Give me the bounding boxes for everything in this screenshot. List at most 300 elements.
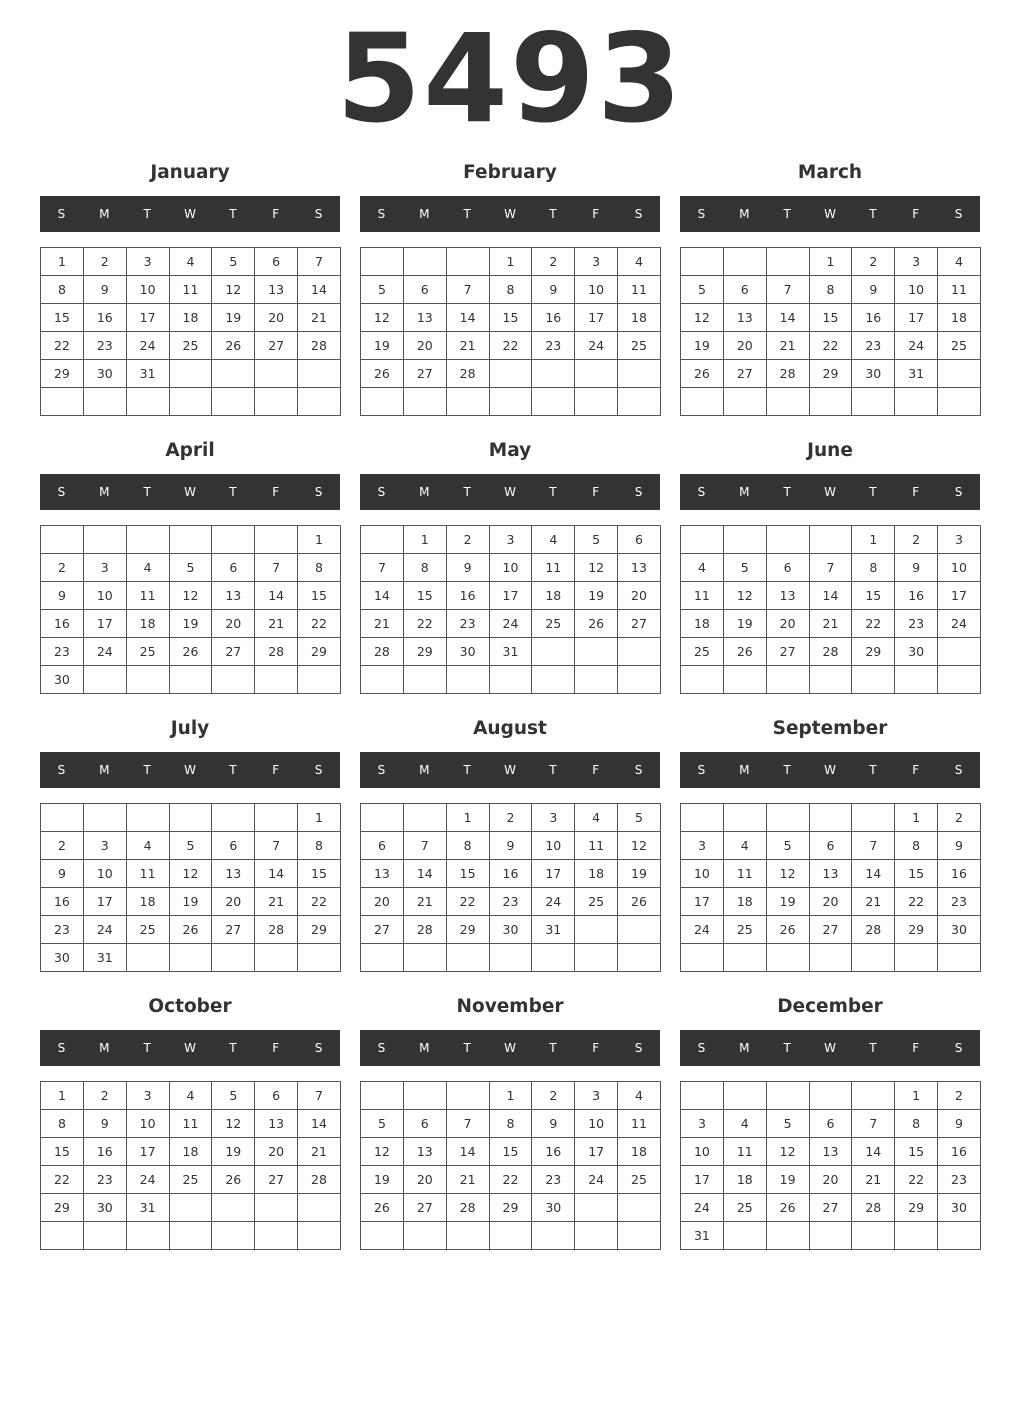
empty-day-cell: [361, 1082, 404, 1110]
day-cell: 30: [41, 944, 84, 972]
day-cell: 27: [255, 1166, 298, 1194]
day-cell: 11: [618, 1110, 661, 1138]
empty-day-cell: [618, 388, 661, 416]
weekday-label: W: [184, 1041, 196, 1055]
weekday-label: M: [419, 763, 430, 777]
day-cell: 3: [127, 1082, 170, 1110]
day-cell: 9: [41, 582, 84, 610]
month-name: January: [150, 162, 230, 183]
day-cell: 13: [255, 276, 298, 304]
empty-day-cell: [852, 1222, 895, 1250]
empty-day-cell: [255, 388, 298, 416]
day-cell: 27: [810, 1194, 853, 1222]
day-cell: 11: [938, 276, 981, 304]
day-cell: 16: [532, 304, 575, 332]
empty-day-cell: [532, 638, 575, 666]
day-cell: 26: [170, 638, 213, 666]
day-cell: 2: [41, 832, 84, 860]
day-cell: 16: [895, 582, 938, 610]
day-cell: 26: [575, 610, 618, 638]
weekday-label: W: [184, 207, 196, 221]
empty-day-cell: [681, 388, 724, 416]
empty-day-cell: [767, 1222, 810, 1250]
empty-day-cell: [724, 666, 767, 694]
day-cell: 3: [681, 1110, 724, 1138]
empty-day-cell: [767, 388, 810, 416]
empty-day-cell: [767, 804, 810, 832]
day-grid: [360, 525, 661, 694]
day-cell: 13: [767, 582, 810, 610]
day-cell: 7: [255, 554, 298, 582]
day-cell: 25: [575, 888, 618, 916]
day-cell: 18: [618, 304, 661, 332]
day-cell: 7: [404, 832, 447, 860]
empty-day-cell: [84, 388, 127, 416]
day-cell: 28: [255, 638, 298, 666]
day-cell: 1: [41, 1082, 84, 1110]
day-cell: 30: [532, 1194, 575, 1222]
day-cell: 22: [852, 610, 895, 638]
weekday-label: S: [377, 763, 386, 777]
empty-day-cell: [490, 360, 533, 388]
day-cell: 25: [724, 916, 767, 944]
weekday-label: S: [954, 207, 963, 221]
day-cell: 2: [938, 804, 981, 832]
empty-day-cell: [41, 388, 84, 416]
empty-day-cell: [84, 1222, 127, 1250]
day-cell: 13: [212, 582, 255, 610]
empty-day-cell: [895, 944, 938, 972]
day-cell: 16: [938, 1138, 981, 1166]
day-cell: 16: [84, 1138, 127, 1166]
empty-day-cell: [767, 526, 810, 554]
day-cell: 20: [212, 610, 255, 638]
day-cell: 10: [575, 276, 618, 304]
weekday-label: S: [377, 207, 386, 221]
empty-day-cell: [361, 666, 404, 694]
day-cell: 14: [447, 304, 490, 332]
day-cell: 17: [895, 304, 938, 332]
day-cell: 17: [127, 304, 170, 332]
empty-day-cell: [767, 944, 810, 972]
empty-day-cell: [575, 916, 618, 944]
day-cell: 15: [298, 860, 341, 888]
empty-day-cell: [810, 804, 853, 832]
empty-day-cell: [681, 1082, 724, 1110]
day-cell: 27: [404, 1194, 447, 1222]
empty-day-cell: [532, 360, 575, 388]
day-cell: 20: [404, 1166, 447, 1194]
day-cell: 20: [404, 332, 447, 360]
day-cell: 22: [298, 610, 341, 638]
day-cell: 27: [724, 360, 767, 388]
empty-day-cell: [575, 360, 618, 388]
day-cell: 14: [404, 860, 447, 888]
empty-day-cell: [532, 944, 575, 972]
day-cell: 24: [127, 1166, 170, 1194]
day-cell: 7: [361, 554, 404, 582]
day-cell: 2: [532, 1082, 575, 1110]
day-cell: 17: [575, 304, 618, 332]
empty-day-cell: [490, 388, 533, 416]
empty-day-cell: [575, 944, 618, 972]
day-cell: 8: [298, 554, 341, 582]
day-cell: 4: [575, 804, 618, 832]
weekday-label: T: [463, 1041, 471, 1055]
day-cell: 30: [852, 360, 895, 388]
day-cell: 13: [810, 860, 853, 888]
day-cell: 31: [84, 944, 127, 972]
weekday-label: T: [783, 207, 791, 221]
weekday-label: T: [869, 763, 877, 777]
weekday-label: T: [549, 207, 557, 221]
day-cell: 3: [895, 248, 938, 276]
day-cell: 4: [127, 554, 170, 582]
day-cell: 31: [490, 638, 533, 666]
day-cell: 4: [170, 248, 213, 276]
empty-day-cell: [575, 388, 618, 416]
empty-day-cell: [404, 248, 447, 276]
day-cell: 20: [361, 888, 404, 916]
day-cell: 11: [575, 832, 618, 860]
weekday-header: [40, 196, 340, 232]
day-cell: 4: [170, 1082, 213, 1110]
day-cell: 2: [490, 804, 533, 832]
day-cell: 29: [404, 638, 447, 666]
day-cell: 5: [767, 1110, 810, 1138]
day-cell: 7: [255, 832, 298, 860]
empty-day-cell: [404, 1082, 447, 1110]
day-cell: 9: [938, 1110, 981, 1138]
weekday-header: [360, 196, 660, 232]
day-cell: 10: [575, 1110, 618, 1138]
day-cell: 20: [810, 1166, 853, 1194]
day-cell: 8: [41, 276, 84, 304]
day-cell: 31: [532, 916, 575, 944]
day-cell: 12: [681, 304, 724, 332]
day-cell: 17: [532, 860, 575, 888]
day-cell: 4: [724, 1110, 767, 1138]
weekday-label: F: [272, 763, 280, 777]
day-cell: 9: [84, 276, 127, 304]
day-cell: 12: [361, 304, 404, 332]
day-cell: 23: [41, 638, 84, 666]
weekday-label: M: [419, 485, 430, 499]
day-cell: 29: [490, 1194, 533, 1222]
day-cell: 6: [724, 276, 767, 304]
weekday-label: T: [549, 763, 557, 777]
day-cell: 12: [212, 276, 255, 304]
weekday-label: S: [634, 763, 643, 777]
day-cell: 27: [212, 638, 255, 666]
day-cell: 6: [810, 832, 853, 860]
day-cell: 24: [532, 888, 575, 916]
day-cell: 24: [127, 332, 170, 360]
weekday-label: W: [824, 485, 836, 499]
empty-day-cell: [490, 666, 533, 694]
empty-day-cell: [41, 526, 84, 554]
weekday-label: F: [272, 485, 280, 499]
empty-day-cell: [255, 666, 298, 694]
day-cell: 25: [127, 638, 170, 666]
weekday-label: F: [592, 485, 600, 499]
day-cell: 19: [212, 1138, 255, 1166]
day-cell: 30: [938, 916, 981, 944]
day-cell: 8: [41, 1110, 84, 1138]
day-grid: [680, 247, 981, 416]
weekday-label: F: [272, 1041, 280, 1055]
month-name: March: [797, 162, 863, 183]
weekday-header: [40, 1030, 340, 1066]
day-cell: 26: [681, 360, 724, 388]
empty-day-cell: [41, 1222, 84, 1250]
day-cell: 21: [810, 610, 853, 638]
day-cell: 15: [895, 860, 938, 888]
day-cell: 11: [127, 860, 170, 888]
empty-day-cell: [212, 666, 255, 694]
weekday-label: T: [869, 1041, 877, 1055]
day-cell: 1: [298, 526, 341, 554]
weekday-label: S: [954, 1041, 963, 1055]
day-cell: 21: [447, 1166, 490, 1194]
day-cell: 28: [447, 1194, 490, 1222]
empty-day-cell: [532, 666, 575, 694]
empty-day-cell: [575, 1222, 618, 1250]
day-cell: 25: [938, 332, 981, 360]
empty-day-cell: [938, 1222, 981, 1250]
day-cell: 1: [852, 526, 895, 554]
day-cell: 3: [490, 526, 533, 554]
day-grid: [360, 1081, 661, 1250]
day-cell: 25: [618, 1166, 661, 1194]
month-name: December: [777, 996, 883, 1017]
empty-day-cell: [767, 248, 810, 276]
empty-day-cell: [767, 1082, 810, 1110]
day-cell: 28: [255, 916, 298, 944]
day-cell: 17: [84, 610, 127, 638]
day-cell: 9: [447, 554, 490, 582]
day-cell: 12: [724, 582, 767, 610]
empty-day-cell: [852, 666, 895, 694]
weekday-label: T: [549, 1041, 557, 1055]
day-cell: 21: [404, 888, 447, 916]
day-cell: 15: [895, 1138, 938, 1166]
day-cell: 18: [127, 888, 170, 916]
empty-day-cell: [767, 666, 810, 694]
day-cell: 24: [575, 1166, 618, 1194]
day-cell: 14: [255, 860, 298, 888]
weekday-header: [680, 1030, 980, 1066]
empty-day-cell: [447, 1082, 490, 1110]
empty-day-cell: [618, 360, 661, 388]
empty-day-cell: [532, 1222, 575, 1250]
day-grid: [40, 247, 341, 416]
day-cell: 17: [681, 888, 724, 916]
day-cell: 23: [532, 1166, 575, 1194]
empty-day-cell: [361, 944, 404, 972]
day-cell: 27: [212, 916, 255, 944]
day-cell: 22: [41, 1166, 84, 1194]
day-cell: 10: [681, 860, 724, 888]
day-cell: 25: [170, 332, 213, 360]
day-grid: [40, 1081, 341, 1250]
day-cell: 29: [810, 360, 853, 388]
day-cell: 10: [127, 276, 170, 304]
empty-day-cell: [681, 666, 724, 694]
day-cell: 19: [767, 888, 810, 916]
day-cell: 9: [895, 554, 938, 582]
day-cell: 3: [575, 248, 618, 276]
day-cell: 7: [852, 1110, 895, 1138]
empty-day-cell: [447, 944, 490, 972]
day-cell: 26: [361, 1194, 404, 1222]
day-cell: 13: [404, 304, 447, 332]
day-cell: 1: [404, 526, 447, 554]
day-cell: 18: [127, 610, 170, 638]
day-cell: 12: [212, 1110, 255, 1138]
weekday-label: S: [314, 485, 323, 499]
day-cell: 19: [361, 1166, 404, 1194]
day-cell: 2: [41, 554, 84, 582]
empty-day-cell: [84, 804, 127, 832]
weekday-label: T: [783, 1041, 791, 1055]
day-cell: 16: [532, 1138, 575, 1166]
empty-day-cell: [255, 526, 298, 554]
day-cell: 11: [170, 1110, 213, 1138]
day-cell: 7: [447, 1110, 490, 1138]
weekday-label: T: [229, 1041, 237, 1055]
day-cell: 9: [532, 1110, 575, 1138]
empty-day-cell: [724, 526, 767, 554]
day-cell: 13: [212, 860, 255, 888]
day-cell: 21: [852, 888, 895, 916]
empty-day-cell: [810, 944, 853, 972]
day-cell: 30: [895, 638, 938, 666]
weekday-label: F: [592, 1041, 600, 1055]
day-cell: 19: [724, 610, 767, 638]
day-cell: 9: [41, 860, 84, 888]
day-cell: 17: [84, 888, 127, 916]
empty-day-cell: [724, 388, 767, 416]
day-cell: 30: [84, 1194, 127, 1222]
day-cell: 14: [810, 582, 853, 610]
day-cell: 7: [767, 276, 810, 304]
day-cell: 6: [255, 1082, 298, 1110]
day-cell: 21: [447, 332, 490, 360]
day-cell: 4: [681, 554, 724, 582]
day-cell: 10: [681, 1138, 724, 1166]
weekday-label: M: [419, 207, 430, 221]
empty-day-cell: [681, 526, 724, 554]
weekday-label: F: [912, 763, 920, 777]
day-cell: 22: [810, 332, 853, 360]
empty-day-cell: [447, 1222, 490, 1250]
empty-day-cell: [170, 388, 213, 416]
empty-day-cell: [724, 248, 767, 276]
day-cell: 28: [810, 638, 853, 666]
day-cell: 6: [767, 554, 810, 582]
day-cell: 14: [767, 304, 810, 332]
day-cell: 16: [41, 888, 84, 916]
month-name: October: [148, 996, 232, 1017]
day-cell: 24: [575, 332, 618, 360]
weekday-label: T: [229, 207, 237, 221]
weekday-label: S: [697, 763, 706, 777]
empty-day-cell: [298, 1222, 341, 1250]
empty-day-cell: [895, 388, 938, 416]
day-grid: [680, 803, 981, 972]
weekday-label: M: [739, 1041, 750, 1055]
day-cell: 26: [618, 888, 661, 916]
day-cell: 19: [681, 332, 724, 360]
day-cell: 1: [41, 248, 84, 276]
day-cell: 8: [895, 1110, 938, 1138]
day-cell: 18: [575, 860, 618, 888]
day-cell: 4: [724, 832, 767, 860]
weekday-label: W: [184, 763, 196, 777]
weekday-label: T: [869, 485, 877, 499]
day-cell: 16: [41, 610, 84, 638]
day-cell: 17: [575, 1138, 618, 1166]
day-cell: 28: [404, 916, 447, 944]
day-cell: 5: [170, 554, 213, 582]
day-cell: 10: [127, 1110, 170, 1138]
day-cell: 28: [447, 360, 490, 388]
empty-day-cell: [361, 248, 404, 276]
day-cell: 15: [41, 1138, 84, 1166]
empty-day-cell: [170, 1222, 213, 1250]
day-cell: 1: [895, 804, 938, 832]
empty-day-cell: [852, 944, 895, 972]
weekday-label: T: [229, 485, 237, 499]
day-cell: 6: [404, 276, 447, 304]
day-cell: 18: [532, 582, 575, 610]
weekday-label: M: [739, 485, 750, 499]
day-cell: 29: [41, 1194, 84, 1222]
day-grid: [360, 803, 661, 972]
day-cell: 29: [447, 916, 490, 944]
day-cell: 20: [810, 888, 853, 916]
day-cell: 20: [767, 610, 810, 638]
day-cell: 6: [404, 1110, 447, 1138]
weekday-header: [680, 196, 980, 232]
day-cell: 13: [618, 554, 661, 582]
day-cell: 5: [767, 832, 810, 860]
weekday-label: S: [634, 485, 643, 499]
day-cell: 30: [490, 916, 533, 944]
day-cell: 14: [447, 1138, 490, 1166]
day-cell: 14: [852, 860, 895, 888]
day-cell: 8: [895, 832, 938, 860]
day-cell: 31: [127, 360, 170, 388]
day-cell: 21: [255, 888, 298, 916]
empty-day-cell: [212, 360, 255, 388]
day-cell: 3: [575, 1082, 618, 1110]
day-cell: 3: [938, 526, 981, 554]
day-cell: 18: [938, 304, 981, 332]
day-grid: [40, 803, 341, 972]
day-cell: 29: [298, 638, 341, 666]
day-cell: 8: [852, 554, 895, 582]
day-cell: 24: [681, 916, 724, 944]
day-cell: 6: [361, 832, 404, 860]
day-cell: 14: [298, 276, 341, 304]
day-cell: 31: [895, 360, 938, 388]
weekday-label: T: [463, 485, 471, 499]
weekday-label: S: [57, 763, 66, 777]
empty-day-cell: [447, 666, 490, 694]
empty-day-cell: [724, 804, 767, 832]
